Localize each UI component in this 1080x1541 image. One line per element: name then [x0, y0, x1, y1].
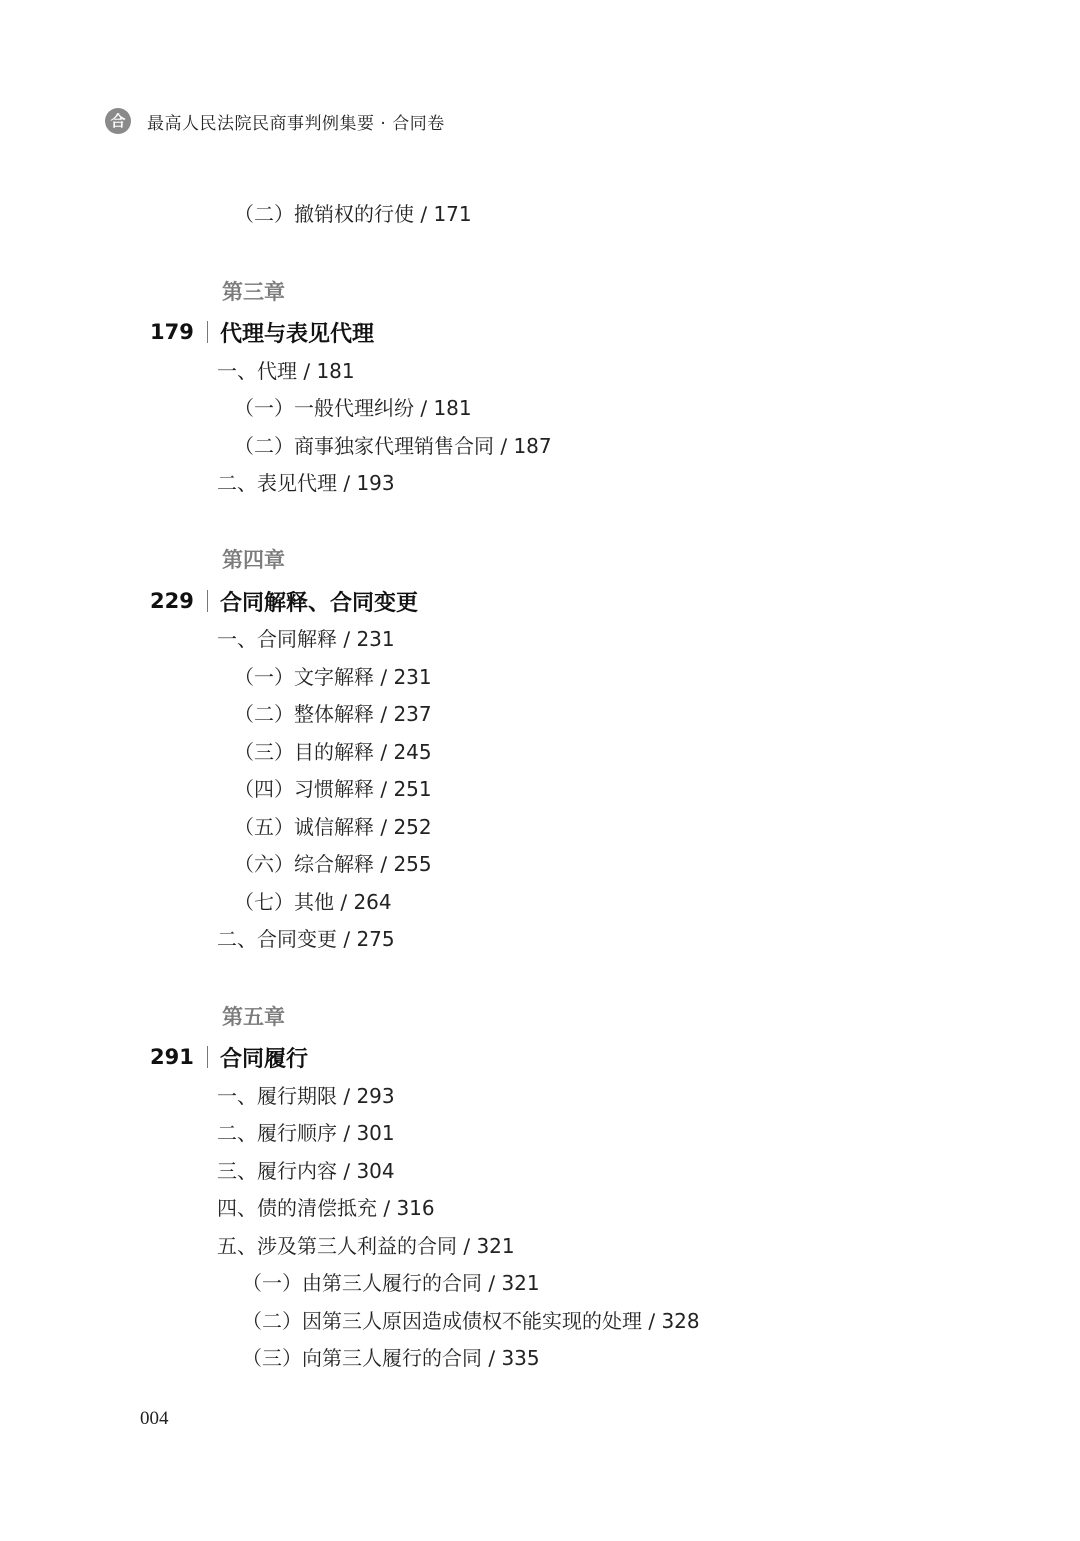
chapter-label: 第三章: [222, 280, 285, 304]
toc-entry[interactable]: 三、履行内容 ∕ 304: [217, 1159, 395, 1183]
chapter-title: 合同解释、合同变更: [220, 590, 419, 616]
toc-subentry[interactable]: （三）目的解释 ∕ 245: [234, 740, 432, 764]
chapter-title: 合同履行: [220, 1046, 309, 1072]
toc-subentry[interactable]: （三）向第三人履行的合同 ∕ 335: [242, 1346, 540, 1370]
chapter-heading[interactable]: [150, 1041, 308, 1073]
chapter-heading[interactable]: [150, 585, 418, 617]
logo-icon: [105, 108, 131, 134]
chapter-divider: [207, 590, 208, 612]
chapter-title: 代理与表见代理: [220, 321, 375, 347]
toc-subentry[interactable]: （七）其他 ∕ 264: [234, 890, 392, 914]
chapter-divider: [207, 321, 208, 343]
toc-entry[interactable]: 二、表见代理 ∕ 193: [217, 471, 395, 495]
chapter-heading[interactable]: [150, 316, 374, 348]
toc-entry[interactable]: 五、涉及第三人利益的合同 ∕ 321: [217, 1234, 515, 1258]
toc-entry[interactable]: 二、履行顺序 ∕ 301: [217, 1121, 395, 1145]
toc-entry[interactable]: 一、履行期限 ∕ 293: [217, 1084, 395, 1108]
chapter-page-number: 229: [150, 589, 194, 613]
toc-entry[interactable]: 四、债的清偿抵充 ∕ 316: [217, 1196, 435, 1220]
toc-subentry[interactable]: （五）诚信解释 ∕ 252: [234, 815, 432, 839]
toc-subentry[interactable]: （一）一般代理纠纷 ∕ 181: [234, 396, 472, 420]
chapter-page-number: 291: [150, 1045, 194, 1069]
toc-subentry[interactable]: （二）因第三人原因造成债权不能实现的处理 ∕ 328: [242, 1309, 700, 1333]
page-number: 004: [140, 1408, 169, 1429]
chapter-page-number: 179: [150, 320, 194, 344]
chapter-label: 第四章: [222, 548, 285, 572]
book-title: 最高人民法院民商事判例集要 · 合同卷: [147, 113, 445, 134]
chapter-divider: [207, 1046, 208, 1068]
running-header: [105, 106, 445, 136]
toc-entry[interactable]: 一、代理 ∕ 181: [217, 359, 355, 383]
toc-subentry[interactable]: （一）文字解释 ∕ 231: [234, 665, 432, 689]
chapter-label: 第五章: [222, 1005, 285, 1029]
toc-subentry[interactable]: （二）撤销权的行使 ∕ 171: [234, 202, 472, 226]
toc-subentry[interactable]: （二）整体解释 ∕ 237: [234, 702, 432, 726]
logo-glyph: 合: [110, 111, 126, 130]
toc-subentry[interactable]: （二）商事独家代理销售合同 ∕ 187: [234, 434, 552, 458]
toc-entry[interactable]: 二、合同变更 ∕ 275: [217, 927, 395, 951]
toc-subentry[interactable]: （一）由第三人履行的合同 ∕ 321: [242, 1271, 540, 1295]
toc-entry[interactable]: 一、合同解释 ∕ 231: [217, 627, 395, 651]
toc-subentry[interactable]: （四）习惯解释 ∕ 251: [234, 777, 432, 801]
toc-subentry[interactable]: （六）综合解释 ∕ 255: [234, 852, 432, 876]
